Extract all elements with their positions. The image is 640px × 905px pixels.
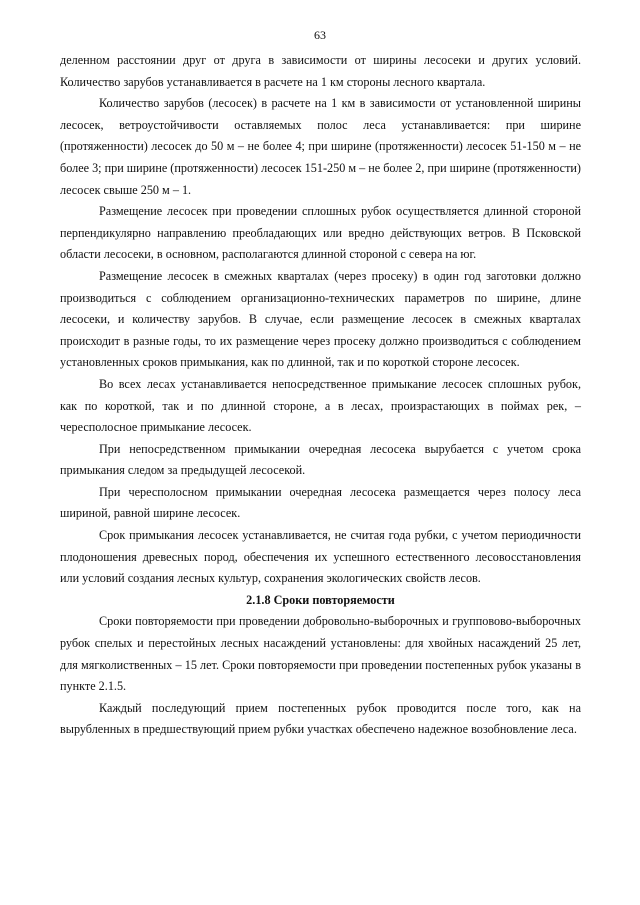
paragraph-strip-adjacency: При чересполосном примыкании очередная лесосека размещается через полосу леса шириной, равной ширине лесосек.: [60, 484, 581, 521]
paragraph-subsequent-stage: Каждый последующий прием постепенных рубок проводится после того, как на вырубленных в предшествующий прием рубки участках обеспечено надежное возобновление леса.: [60, 700, 581, 737]
paragraph-repeat-periods: Сроки повторяемости при проведении добровольно-выборочных и групповово-выборочных рубок спелых и перестойных лесных насаждений установлены: для хвойных насаждений 25 лет, для мягколиственных – 15 лет. Сроки повторяемости при проведении постепенных рубок указаны в пункте 2.1.5.: [60, 614, 581, 694]
paragraph-clearcut-placement: Размещение лесосек при проведении сплошных рубок осуществляется длинной стороной перпендикулярно направлению преобладающих или вредно действующих ветров. В Псковской области лесосеки, в основном, располагаются длинной стороной с севера на юг.: [60, 204, 581, 262]
paragraph-adjacency-types: Во всех лесах устанавливается непосредственное примыкание лесосек сплошных рубок, как по короткой, так и по длинной стороне, а в лесах, произрастающих в поймах рек, – чересполосное примыкание лесосек.: [60, 376, 581, 435]
paragraph-direct-adjacency: При непосредственном примыкании очередная лесосека вырубается с учетом срока примыкания следом за предыдущей лесосекой.: [60, 441, 581, 478]
paragraph-adjacent-quarters: Размещение лесосек в смежных кварталах (через просеку) в один год заготовки должно производиться с соблюдением организационно-технических параметров по ширине, длине лесосеки, и количеству зарубов. В случае, если размещение лесосек в смежных кварталах происходит в разные годы, то их размещение через просеку должно производиться с соблюдением установленных сроков примыкания, как по длинной, так и по короткой стороне лесосек.: [60, 268, 581, 370]
paragraph-cut-count: Количество зарубов (лесосек) в расчете на 1 км в зависимости от установленной ширины лесосек, ветроустойчивости оставляемых полос леса устанавливается: при ширине (протяженности) лесосек до 50 м – не более 4; при ширине (протяженности) лесосек 51-150 м – не более 3; при ширине (протяженности) лесосек 151-250 м – не более 2, при ширине (протяженности) лесосек свыше 250 м – 1.: [60, 96, 581, 197]
section-heading: 2.1.8 Сроки повторяемости: [246, 592, 395, 607]
paragraph-continuation: деленном расстоянии друг от друга в зависимости от ширины лесосеки и других условий. Количество зарубов устанавливается в расчете на 1 км стороны лесного квартала.: [60, 53, 581, 89]
paragraph-adjacency-term: Срок примыкания лесосек устанавливается, не считая года рубки, с учетом периодичности плодоношения древесных пород, обеспечения их успешного естественного лесовосстановления или условий создания лесных культур, сохранения экологических свойств лесов.: [60, 528, 581, 586]
page-content: [60, 50, 581, 741]
page-number: 63: [314, 28, 326, 42]
